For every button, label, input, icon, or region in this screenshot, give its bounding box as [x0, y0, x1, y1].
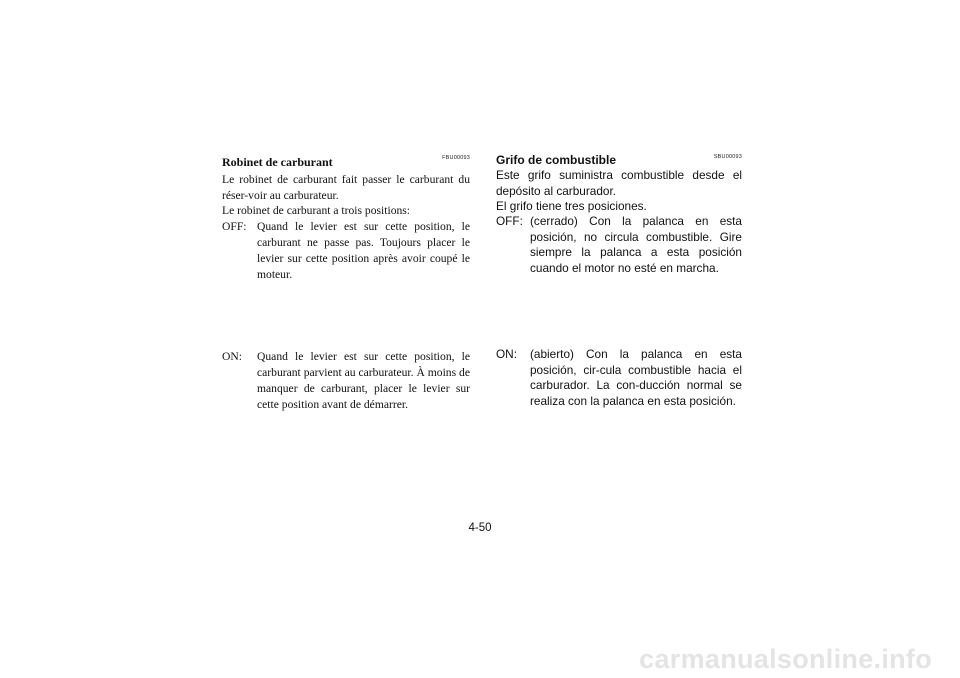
on-label: ON: — [496, 347, 517, 361]
on-description: Quand le levier est sur cette position, le carburant parvient au carburateur. À moins de manquer de carburant, placer le levier sur cette position avant de démarrer. — [257, 350, 470, 411]
section-title: Grifo de combustible — [496, 153, 617, 167]
on-item — [222, 349, 470, 413]
off-item — [496, 214, 742, 276]
on-label: ON: — [222, 350, 242, 363]
section-code: SBU00093 — [713, 154, 742, 160]
off-label: OFF: — [222, 220, 247, 233]
off-label: OFF: — [496, 214, 523, 228]
watermark-logo[interactable]: carmanualsonline.info — [639, 644, 932, 674]
section-title: Robinet de carburant — [222, 155, 333, 169]
on-description: (abierto) Con la palanca en esta posición, cir-cula combustible hacia el carburador. La con-ducción normal se realiza con la palanca en esta posición. — [530, 347, 742, 408]
positions-line: El grifo tiene tres posiciones. — [496, 199, 647, 213]
on-item — [496, 347, 742, 409]
positions-line: Le robinet de carburant a trois positions: — [222, 204, 411, 217]
off-description: (cerrado) Con la palanca en esta posición, no circula combustible. Gire siempre la palanca a esta posición cuando el motor no esté en marcha. — [530, 214, 742, 275]
intro-paragraph: Este grifo suministra combustible desde el depósito al carburador. — [496, 168, 742, 198]
off-item — [222, 219, 470, 283]
off-description: Quand le levier est sur cette position, le carburant ne passe pas. Toujours placer le levier sur cette position après avoir coupé le moteur. — [257, 220, 470, 281]
page-number: 4-50 — [468, 522, 492, 534]
section-code: FBU00093 — [442, 155, 470, 161]
intro-paragraph: Le robinet de carburant fait passer le carburant du réser-voir au carburateur. — [222, 173, 470, 202]
